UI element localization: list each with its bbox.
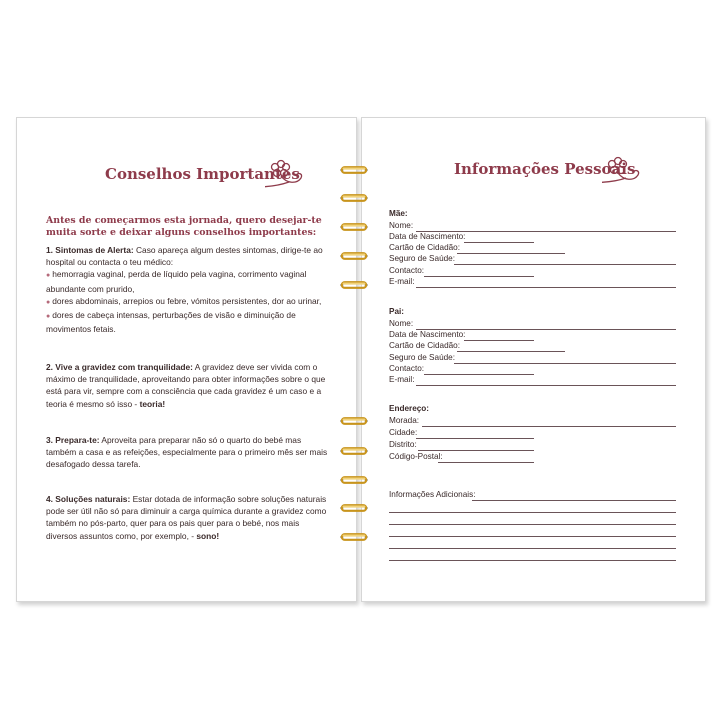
intro-text: Antes de começarmos esta jornada, quero desejar-te muita sorte e deixar alguns conselhos importantes: <box>46 215 322 238</box>
info-adicionais-label: Informações Adicionais: <box>389 490 476 499</box>
section-4 <box>46 493 331 542</box>
notes-line[interactable] <box>389 548 676 549</box>
pai-email-label: E-mail: <box>389 375 415 384</box>
pai-data-label: Data de Nascimento: <box>389 330 466 339</box>
bullet-text: dores abdominais, arrepios ou febre, vómitos persistentes, dor ao urinar, <box>52 295 322 306</box>
pai-heading: Pai: <box>389 307 405 316</box>
section-text: Estar dotada de informação sobre soluções naturais pode ser útil não só para diminuir a carga química durante a gravidez como também no pós-parto, quer para os pais quer para o bebé, nos mais diversos assuntos como, por exemplo, - <box>46 494 327 541</box>
bullet-text: dores de cabeça intensas, perturbações de visão e diminuição de movimentos fetais. <box>46 310 296 335</box>
page-title: Conselhos Importantes <box>105 165 300 183</box>
spiral-ring <box>339 193 369 203</box>
mae-email-field[interactable] <box>416 287 676 288</box>
spiral-ring <box>339 446 369 456</box>
spiral-ring <box>339 475 369 485</box>
spiral-ring <box>339 416 369 426</box>
spiral-ring <box>339 532 369 542</box>
morada-field[interactable] <box>422 426 676 427</box>
codigo-label: Código-Postal: <box>389 452 443 461</box>
pai-seguro-field[interactable] <box>454 363 676 364</box>
distrito-label: Distrito: <box>389 440 417 449</box>
pai-cartao-label: Cartão de Cidadão: <box>389 341 461 350</box>
notes-line[interactable] <box>389 560 676 561</box>
info-adicionais-field[interactable] <box>472 500 676 501</box>
pai-nome-label: Nome: <box>389 319 414 328</box>
mae-heading: Mãe: <box>389 209 408 218</box>
mae-contacto-field[interactable] <box>424 276 534 277</box>
section-heading: 4. Soluções naturais: <box>46 494 131 504</box>
cidade-field[interactable] <box>416 438 534 439</box>
mae-data-label: Data de Nascimento: <box>389 232 466 241</box>
pai-cartao-field[interactable] <box>457 351 565 352</box>
endereco-heading: Endereço: <box>389 404 430 413</box>
page-title: Informações Pessoais <box>454 160 636 178</box>
pai-email-field[interactable] <box>416 385 676 386</box>
section-text: Caso apareça algum destes sintomas, dirige-te ao hospital ou contacta o teu médico: <box>46 245 323 268</box>
bullet-icon: ● <box>46 313 51 321</box>
section-1 <box>46 244 331 335</box>
mae-seguro-label: Seguro de Saúde: <box>389 254 456 263</box>
spiral-ring <box>339 165 369 175</box>
spiral-ring <box>339 280 369 290</box>
notes-line[interactable] <box>389 512 676 513</box>
mae-cartao-label: Cartão de Cidadão: <box>389 243 461 252</box>
mae-email-label: E-mail: <box>389 277 415 286</box>
section-heading: 1. Sintomas de Alerta: <box>46 245 134 255</box>
mae-nome-label: Nome: <box>389 221 414 230</box>
section-3 <box>46 434 331 471</box>
bullet-icon: ● <box>46 272 51 280</box>
bullet-icon: ● <box>46 298 51 306</box>
mae-contacto-label: Contacto: <box>389 266 425 275</box>
flower-icon <box>265 154 305 190</box>
codigo-field[interactable] <box>438 462 534 463</box>
mae-seguro-field[interactable] <box>454 264 676 265</box>
pai-data-field[interactable] <box>464 340 534 341</box>
section-emphasis: sono! <box>196 530 220 541</box>
mae-cartao-field[interactable] <box>457 253 565 254</box>
distrito-field[interactable] <box>418 450 534 451</box>
spiral-ring <box>339 503 369 513</box>
bullet-text: hemorragia vaginal, perda de líquido pela vagina, corrimento vaginal abundante com prurido, <box>46 269 307 294</box>
pai-contacto-field[interactable] <box>424 374 534 375</box>
section-emphasis: teoria! <box>139 398 166 409</box>
mae-data-field[interactable] <box>464 242 534 243</box>
spiral-ring <box>339 222 369 232</box>
cidade-label: Cidade: <box>389 428 418 437</box>
section-2 <box>46 361 331 410</box>
left-notebook-page <box>16 117 357 602</box>
section-heading: 3. Prepara-te: <box>46 435 100 445</box>
pai-contacto-label: Contacto: <box>389 364 425 373</box>
spiral-ring <box>339 251 369 261</box>
section-heading: 2. Vive a gravidez com tranquilidade: <box>46 362 193 372</box>
pai-seguro-label: Seguro de Saúde: <box>389 353 456 362</box>
notes-line[interactable] <box>389 524 676 525</box>
morada-label: Morada: <box>389 416 420 425</box>
right-notebook-page <box>361 117 706 602</box>
notes-line[interactable] <box>389 536 676 537</box>
section-text: A gravidez deve ser vivida com o máximo de tranquilidade, aproveitando para obter informações sobre o que está para vir, sempre com a consciência que cada gravidez é um caso e a teoria é mesmo só isso - <box>46 362 326 409</box>
section-text: Aproveita para preparar não só o quarto do bebé mas também a casa e as refeições, especialmente para o primeiro mês ser mais desafogado dessa tarefa. <box>46 435 328 470</box>
flower-icon <box>602 151 642 187</box>
